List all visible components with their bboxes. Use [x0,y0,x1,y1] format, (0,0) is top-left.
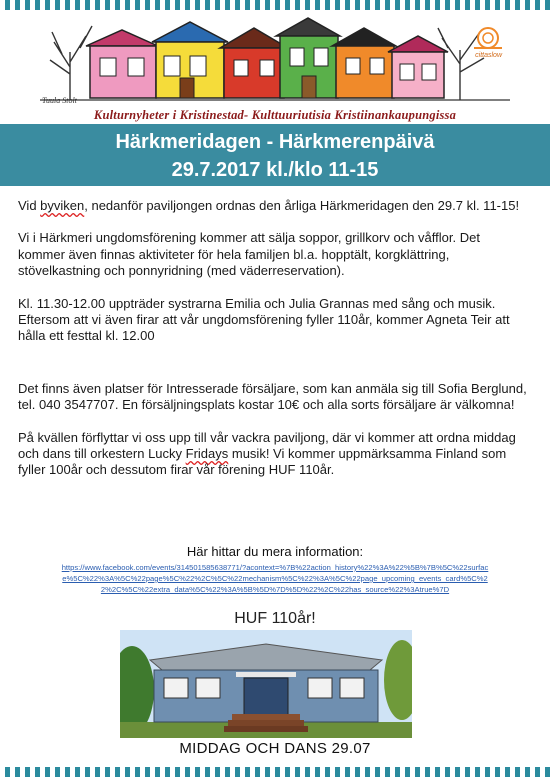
paragraph-activities: Vi i Härkmeri ungdomsförening kommer att sälja soppor, grillkorv och våfflor. Det kommer även finnas aktiviteter för hela familjen bl.a. hopptält, korgklättring, stövelkastning och ponnyridning (med väderreservation). [18,230,480,279]
paragraph-intro [18,198,530,214]
tree-left-icon [50,26,92,100]
evening-text-squiggle: Fridays [185,446,229,462]
house-pink-icon [86,30,158,98]
evening-text-start: På kvällen förflyttar vi oss upp till vår vackra paviljong, där vi kommer att ordna middag och dans till orkestern Lucky [18,429,516,462]
paragraph-vendors: Det finns även platser för Intresserade försäljare, som kan anmäla sig till Sofia Berglund, tel. 040 3547707. En försäljningsplats kostar 10€ och alla sorts försäljare är välkomna! [18,380,527,413]
bottom-border [0,767,550,777]
event-date: 29.7.2017 kl./klo 11-15 [171,159,379,181]
house-green-icon [276,18,340,98]
announcement-body [18,198,530,479]
top-border [0,0,550,10]
paragraph-evening [18,430,530,479]
house-yellow-icon [152,22,228,98]
houses-illustration [40,12,510,108]
intro-text-squiggle: byviken [40,198,85,213]
pavilion-photo [120,630,412,738]
house-red-icon [220,28,288,98]
header-banner [40,12,510,124]
banner-title: Kulturnyheter i Kristinestad- Kulttuuriutisia Kristiinankaupungissa [93,108,457,122]
photo-caption: MIDDAG OCH DANS 29.07 [179,740,371,757]
artist-signature: Tuula Stolt [42,96,77,105]
house-orange-icon [332,28,396,98]
cittaslow-label: cittaslow [475,52,502,59]
intro-text-end: , nedanför paviljongen ordnas den årliga Härkmeridagen den 29.7 kl. 11-15! [84,198,520,213]
paragraph-program: Kl. 11.30-12.00 uppträder systrarna Emilia och Julia Grannas med sång och musik. Eftersom att vi även firar att vår ungdomsförening fyller 110år, kommer Agneta Teir att hålla ett festtal kl. 12.00 [18,295,510,344]
snail-logo-icon [474,28,502,48]
info-heading: Här hittar du mera information: [186,544,364,559]
house-rose-icon [388,36,448,98]
anniversary-title: HUF 110år! [234,610,316,627]
event-title: Härkmeridagen - Härkmerenpäivä [115,131,435,153]
title-band [0,124,550,186]
evening-text-end: musik! Vi kommer uppmärksamma Finland som fyller 100år och dessutom firar vår förening HUF 110år. [18,446,507,478]
facebook-event-link[interactable]: https://www.facebook.com/events/314501585638771/?acontext=%7B%22action_history%22%3A%22%5B%7B%5C%22surface%5C%22%3A%5C%22page%5C%22%2C%5C%22mechanism%5C%22%3A%5C%22page_upcoming_events_card%5C%22%2C%5C%22extra_data%5C%22%3A%5B%5D%7D%5D%22%2C%22has_source%22%3Atrue%7D [61,563,489,594]
intro-text-start: Vid [18,198,41,213]
